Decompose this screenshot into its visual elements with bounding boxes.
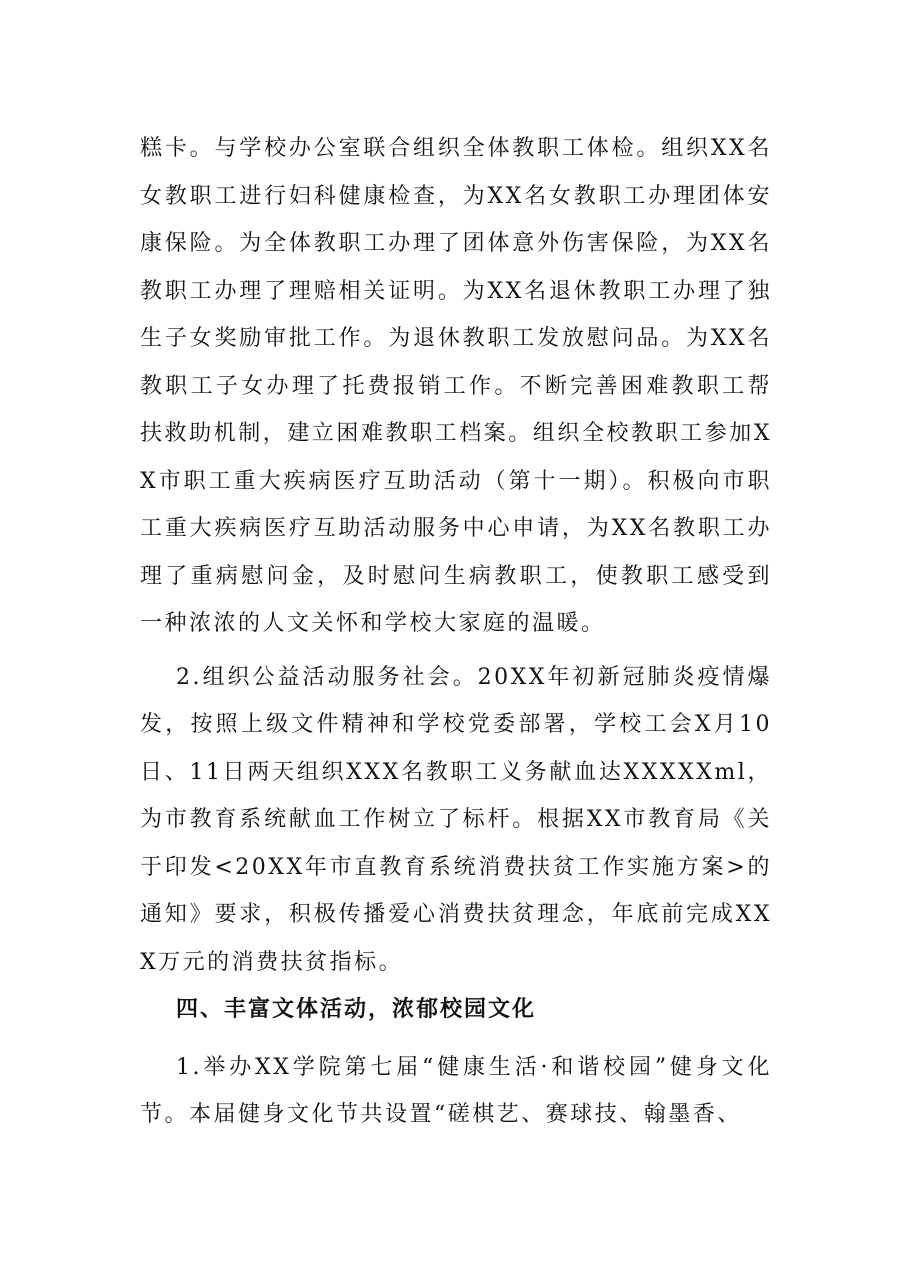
section-heading: 四、丰富文体活动，浓郁校园文化 bbox=[176, 997, 537, 1022]
body-paragraph: 2.组织公益活动服务社会。20XX年初新冠肺炎疫情爆发，按照上级文件精神和学校党委部署，学校工会X月10日、11日两天组织XXX名教职工义务献血达XXXXXml，为市教育系统献血工作树立了标杆。根据XX市教育局《关于印发<20XX年市直教育系统消费扶贫工作实施方案>的通知》要求，积极传播爱心消费扶贫理念，年底前完成XXX万元的消费扶贫指标。 bbox=[140, 664, 772, 975]
document-page bbox=[140, 125, 772, 1139]
body-paragraph: 1.举办XX学院第七届“健康生活·和谐校园”健身文化节。本届健身文化节共设置“磋棋艺、赛球技、翰墨香、 bbox=[140, 1054, 772, 1127]
body-paragraph: 糕卡。与学校办公室联合组织全体教职工体检。组织XX名女教职工进行妇科健康检查，为XX名女教职工办理团体安康保险。为全体教职工办理了团体意外伤害保险，为XX名教职工办理了理赔相关证明。为XX名退休教职工办理了独生子女奖励审批工作。为退休教职工发放慰问品。为XX名教职工子女办理了托费报销工作。不断完善困难教职工帮扶救助机制，建立困难教职工档案。组织全校教职工参加XX市职工重大疾病医疗互助活动（第十一期）。积极向市职工重大疾病医疗互助活动服务中心申请，为XX名教职工办理了重病慰问金，及时慰问生病教职工，使教职工感受到一种浓浓的人文关怀和学校大家庭的温暖。 bbox=[140, 136, 772, 636]
